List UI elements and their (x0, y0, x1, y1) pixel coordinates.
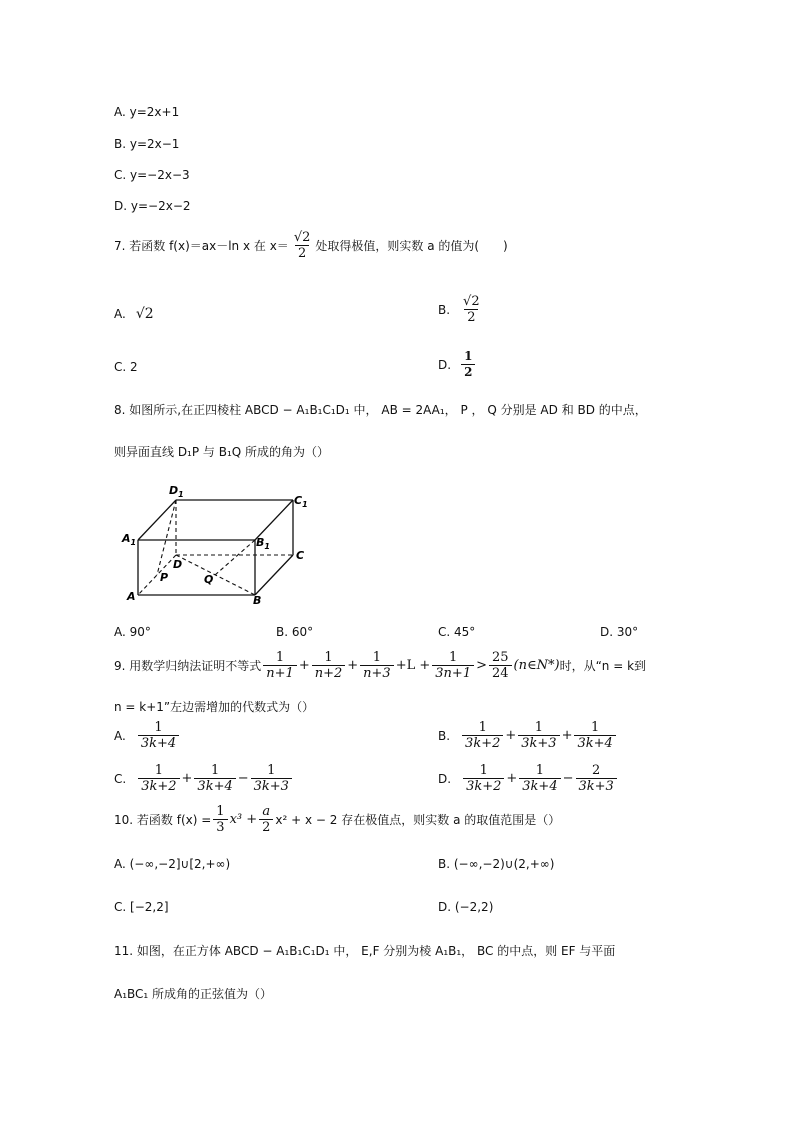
q10-f2-den: 2 (259, 819, 273, 835)
q9-rhs-den: 24 (489, 665, 512, 681)
q9-option-d (438, 763, 619, 794)
q11-stem-line1: 11. 如图，在正方体 ABCD − A₁B₁C₁D₁ 中， E,F 分别为棱 A₁B₁， BC 的中点，则 EF 与平面 (114, 944, 616, 958)
q9-option-a (114, 720, 181, 751)
q9-stem-prefix: 9. 用数学归纳法证明不等式 (114, 659, 262, 673)
q9-b-label: B. (438, 728, 451, 743)
q9-b-plus-2: + (561, 728, 573, 743)
q10-f1-den: 3 (213, 819, 227, 835)
q8-stem-line1: 8. 如图所示,在正四棱柱 ABCD − A₁B₁C₁D₁ 中， AB = 2AA₁， P ， Q 分别是 AD 和 BD 的中点， (114, 403, 647, 417)
q6-option-b: B. y=2x−1 (114, 137, 180, 151)
q10-frac1 (213, 804, 227, 835)
q9-c-label: C. (114, 771, 127, 786)
q7-stem-suffix: 处取得极值，则实数 a 的值为( ) (315, 239, 508, 253)
q10-mid1: x³ + (229, 812, 258, 827)
q7-option-d (438, 349, 477, 380)
q7-option-a (114, 306, 154, 322)
q7-a-value: √2 (135, 306, 154, 322)
q9-b-frac1 (462, 720, 503, 751)
label-q: Q (204, 573, 214, 586)
label-p: P (160, 571, 169, 584)
q9-c-plus: + (181, 771, 193, 786)
q10-option-b: B. (−∞,−2)∪(2,+∞) (438, 857, 555, 871)
q9-t3-num: 1 (372, 650, 382, 665)
q9-c1-num: 1 (154, 763, 163, 778)
q10-f1-num: 1 (216, 804, 225, 819)
q9-c-frac2 (194, 763, 235, 794)
q9-d3-num: 2 (592, 763, 601, 778)
q10-f2-num: a (262, 804, 271, 819)
q11-stem-line2: A₁BC₁ 所成角的正弦值为（） (114, 987, 273, 1001)
q9-d-frac2 (519, 763, 560, 794)
q9-b-frac3 (574, 720, 615, 751)
q7-stem (114, 230, 508, 261)
q7-d-num: 1 (464, 349, 473, 363)
q9-plus-1: + (298, 658, 310, 673)
q7-b-fraction (460, 294, 483, 325)
q10-option-c: C. [−2,2] (114, 900, 169, 914)
q7-b-den: 2 (464, 309, 478, 325)
q9-a-num: 1 (154, 720, 163, 735)
q9-stem (114, 650, 646, 681)
q9-t2-den: n+2 (312, 665, 346, 681)
q9-d-frac1 (463, 763, 504, 794)
q9-condition: (n∈N*) (513, 658, 560, 673)
q9-rhs (489, 650, 512, 681)
q9-c1-den: 3k+2 (138, 778, 179, 794)
q9-b2-num: 1 (534, 720, 544, 735)
q7-d-den: 2 (461, 364, 475, 380)
q9-d1-den: 3k+2 (463, 778, 504, 794)
q7-stem-prefix: 7. 若函数 f(x)＝ax－ln x 在 x＝ (114, 239, 289, 253)
q9-b1-den: 3k+2 (462, 735, 503, 751)
q6-option-c: C. y=−2x−3 (114, 168, 190, 182)
q9-c3-den: 3k+3 (251, 778, 292, 794)
q9-stem-suffix: 时，从“n = k到 (559, 659, 647, 673)
q9-b2-den: 3k+3 (518, 735, 559, 751)
q8-prism-figure (118, 480, 318, 610)
q9-d-label: D. (438, 771, 452, 786)
q9-term1 (263, 650, 297, 681)
q7-b-num: √2 (463, 294, 480, 309)
q9-d-frac3 (576, 763, 617, 794)
label-d1: $D_1$ (169, 484, 184, 499)
label-b: B (253, 594, 262, 607)
q9-d-minus: − (562, 771, 574, 786)
q9-option-b (438, 720, 618, 751)
q9-stem-line2: n = k+1”左边需增加的代数式为（） (114, 700, 315, 714)
q9-t4-den: 3n+1 (432, 665, 474, 681)
q9-term4 (432, 650, 474, 681)
q8-option-d: D. 30° (600, 625, 639, 639)
q9-c-minus: − (237, 771, 249, 786)
q10-frac2 (259, 804, 273, 835)
q7-frac-den: 2 (295, 245, 309, 261)
q9-b3-den: 3k+4 (574, 735, 615, 751)
q9-d2-den: 3k+4 (519, 778, 560, 794)
q9-c2-den: 3k+4 (194, 778, 235, 794)
q9-rhs-num: 25 (492, 650, 509, 665)
q7-stem-fraction (291, 230, 314, 261)
label-d: D (173, 558, 183, 571)
q8-option-c: C. 45° (438, 625, 476, 639)
q9-a-frac (138, 720, 179, 751)
q7-option-c: C. 2 (114, 360, 138, 374)
q9-d1-num: 1 (479, 763, 488, 778)
q9-plus-2: + (347, 658, 359, 673)
q8-option-a: A. 90° (114, 625, 151, 639)
q7-d-fraction (461, 349, 475, 380)
q9-b-plus-1: + (505, 728, 517, 743)
q9-t4-num: 1 (449, 650, 458, 665)
q9-c-frac3 (251, 763, 292, 794)
q9-ellipsis: +L + (395, 658, 431, 673)
q7-frac-num: √2 (293, 230, 311, 245)
q9-option-c (114, 763, 294, 794)
q10-stem-prefix: 10. 若函数 f(x) = (114, 813, 212, 827)
q9-d-plus: + (506, 771, 518, 786)
label-a1: $A_1$ (122, 532, 137, 547)
q7-option-b (438, 294, 485, 325)
q9-t1-den: n+1 (263, 665, 297, 681)
q10-option-d: D. (−2,2) (438, 900, 494, 914)
q9-c2-num: 1 (210, 763, 220, 778)
q9-d3-den: 3k+3 (576, 778, 617, 794)
label-b1: $B_1$ (256, 536, 270, 551)
q7-d-label: D. (438, 357, 452, 372)
q10-stem-suffix: x² + x − 2 存在极值点，则实数 a 的取值范围是（） (275, 813, 561, 827)
q8-option-b: B. 60° (276, 625, 314, 639)
label-c1: $C_1$ (294, 494, 308, 509)
q9-d2-num: 1 (535, 763, 545, 778)
q9-c-frac1 (138, 763, 179, 794)
label-a: A (127, 590, 136, 603)
q9-c3-num: 1 (267, 763, 276, 778)
q6-option-a: A. y=2x+1 (114, 105, 180, 119)
label-c: C (296, 549, 305, 562)
q7-a-label: A. (114, 307, 126, 321)
q9-term3 (360, 650, 394, 681)
q10-option-a: A. (−∞,−2]∪[2,+∞) (114, 857, 231, 871)
q6-option-d: D. y=−2x−2 (114, 199, 191, 213)
q9-t3-den: n+3 (360, 665, 394, 681)
q10-stem (114, 804, 560, 835)
q9-t2-num: 1 (324, 650, 333, 665)
q9-b3-num: 1 (591, 720, 600, 735)
q9-gt: > (476, 658, 487, 673)
q9-a-den: 3k+4 (138, 735, 179, 751)
q9-b1-num: 1 (478, 720, 487, 735)
q7-b-label: B. (438, 302, 451, 317)
q9-b-frac2 (518, 720, 559, 751)
q9-t1-num: 1 (275, 650, 285, 665)
q9-term2 (312, 650, 346, 681)
q9-a-label: A. (114, 728, 126, 743)
q8-stem-line2: 则异面直线 D₁P 与 B₁Q 所成的角为（） (114, 445, 330, 459)
